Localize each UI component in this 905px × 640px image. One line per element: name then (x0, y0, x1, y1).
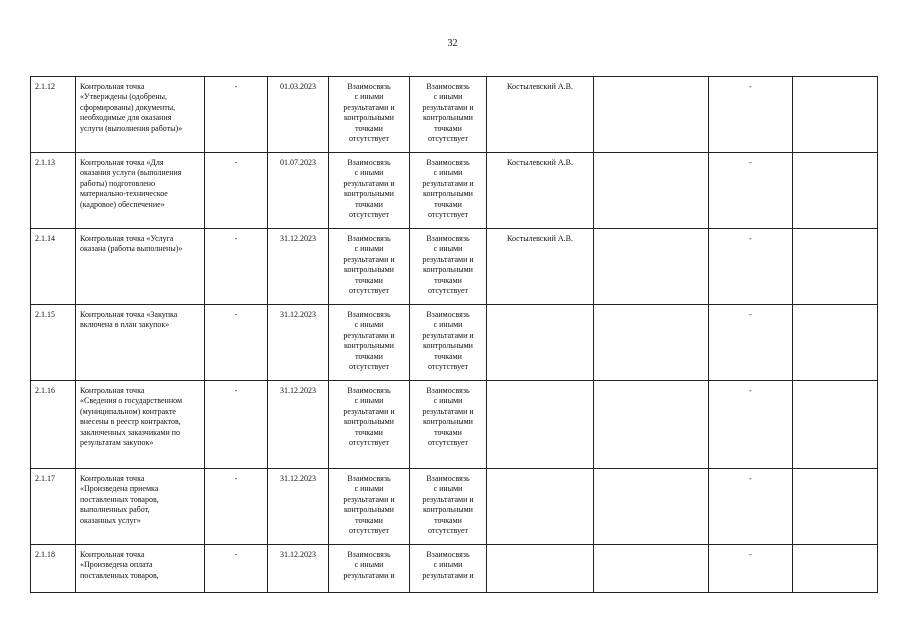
relation-predecessors: Взаимосвязь с иными результатами и контрольными точками отсутствует (329, 381, 410, 469)
relation-successors: Взаимосвязь с иными результатами и контрольными точками отсутствует (410, 77, 487, 153)
blank-cell (793, 153, 878, 229)
relation-successors: Взаимосвязь с иными результатами и контрольными точками отсутствует (410, 469, 487, 545)
empty-value-dash: - (205, 381, 268, 469)
status-dash: - (709, 305, 793, 381)
blank-cell (793, 305, 878, 381)
blank-cell (793, 545, 878, 593)
row-number: 2.1.13 (31, 153, 76, 229)
deadline-date: 01.07.2023 (268, 153, 329, 229)
responsible-person (487, 305, 594, 381)
row-number: 2.1.16 (31, 381, 76, 469)
responsible-person (487, 545, 594, 593)
status-dash: - (709, 545, 793, 593)
relation-successors: Взаимосвязь с иными результатами и (410, 545, 487, 593)
relation-predecessors: Взаимосвязь с иными результатами и (329, 545, 410, 593)
deadline-date: 01.03.2023 (268, 77, 329, 153)
table-row (31, 77, 878, 153)
table-row (31, 305, 878, 381)
table-body (31, 77, 878, 593)
deadline-date: 31.12.2023 (268, 229, 329, 305)
blank-cell (594, 153, 709, 229)
responsible-person: Костылевский А.В. (487, 229, 594, 305)
relation-successors: Взаимосвязь с иными результатами и контрольными точками отсутствует (410, 153, 487, 229)
page-number: 32 (447, 38, 458, 49)
control-point-title: Контрольная точка «Закупка включена в план закупок» (76, 305, 205, 381)
empty-value-dash: - (205, 229, 268, 305)
blank-cell (594, 229, 709, 305)
control-point-title: Контрольная точка «Произведена оплата поставленных товаров, (76, 545, 205, 593)
table-row (31, 153, 878, 229)
table-row (31, 381, 878, 469)
deadline-date: 31.12.2023 (268, 381, 329, 469)
control-point-title: Контрольная точка «Сведения о государственном (муниципальном) контракте внесены в реестр контрактов, заключенных заказчиками по результатам закупок» (76, 381, 205, 469)
control-point-title: Контрольная точка «Утверждены (одобрены, сформированы) документы, необходимые для оказания услуги (выполнения работы)» (76, 77, 205, 153)
blank-cell (594, 305, 709, 381)
empty-value-dash: - (205, 305, 268, 381)
row-number: 2.1.12 (31, 77, 76, 153)
control-points-table (30, 76, 878, 593)
blank-cell (594, 469, 709, 545)
deadline-date: 31.12.2023 (268, 545, 329, 593)
blank-cell (793, 229, 878, 305)
row-number: 2.1.14 (31, 229, 76, 305)
row-number: 2.1.17 (31, 469, 76, 545)
relation-successors: Взаимосвязь с иными результатами и контрольными точками отсутствует (410, 229, 487, 305)
deadline-date: 31.12.2023 (268, 469, 329, 545)
control-point-title: Контрольная точка «Произведена приемка поставленных товаров, выполненных работ, оказанных услуг» (76, 469, 205, 545)
table-row (31, 469, 878, 545)
blank-cell (594, 77, 709, 153)
relation-predecessors: Взаимосвязь с иными результатами и контрольными точками отсутствует (329, 153, 410, 229)
blank-cell (594, 545, 709, 593)
empty-value-dash: - (205, 77, 268, 153)
responsible-person (487, 381, 594, 469)
row-number: 2.1.18 (31, 545, 76, 593)
blank-cell (594, 381, 709, 469)
responsible-person: Костылевский А.В. (487, 153, 594, 229)
empty-value-dash: - (205, 545, 268, 593)
relation-successors: Взаимосвязь с иными результатами и контрольными точками отсутствует (410, 305, 487, 381)
status-dash: - (709, 153, 793, 229)
relation-predecessors: Взаимосвязь с иными результатами и контрольными точками отсутствует (329, 469, 410, 545)
relation-predecessors: Взаимосвязь с иными результатами и контрольными точками отсутствует (329, 229, 410, 305)
blank-cell (793, 381, 878, 469)
status-dash: - (709, 229, 793, 305)
responsible-person (487, 469, 594, 545)
blank-cell (793, 469, 878, 545)
relation-predecessors: Взаимосвязь с иными результатами и контрольными точками отсутствует (329, 305, 410, 381)
table-row (31, 545, 878, 593)
blank-cell (793, 77, 878, 153)
relation-successors: Взаимосвязь с иными результатами и контрольными точками отсутствует (410, 381, 487, 469)
control-point-title: Контрольная точка «Для оказания услуги (выполнения работы) подготовлено материально-техническое (кадровое) обеспечение» (76, 153, 205, 229)
control-point-title: Контрольная точка «Услуга оказана (работы выполнены)» (76, 229, 205, 305)
relation-predecessors: Взаимосвязь с иными результатами и контрольными точками отсутствует (329, 77, 410, 153)
table-row (31, 229, 878, 305)
deadline-date: 31.12.2023 (268, 305, 329, 381)
status-dash: - (709, 381, 793, 469)
empty-value-dash: - (205, 153, 268, 229)
responsible-person: Костылевский А.В. (487, 77, 594, 153)
row-number: 2.1.15 (31, 305, 76, 381)
status-dash: - (709, 469, 793, 545)
empty-value-dash: - (205, 469, 268, 545)
status-dash: - (709, 77, 793, 153)
